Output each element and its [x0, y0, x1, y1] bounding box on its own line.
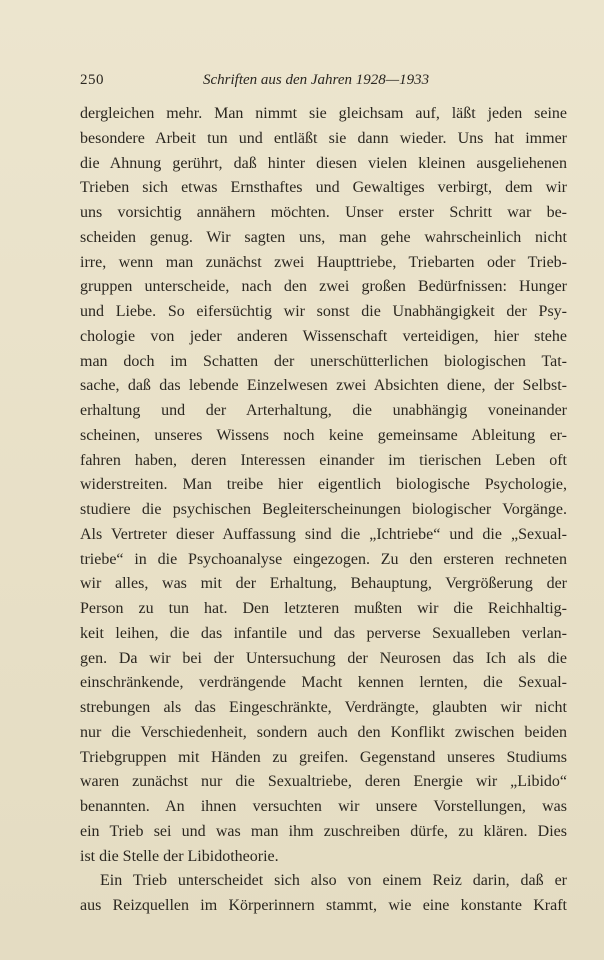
text-line: einschränkende, verdrängende Macht kennen lernten, die Sexual-: [80, 674, 567, 692]
text-line: wir alles, was mit der Erhaltung, Behauptung, Vergrößerung der: [80, 575, 567, 593]
text-line: Ein Trieb unterscheidet sich also von einem Reiz darin, daß er: [100, 872, 567, 890]
text-line: waren zunächst nur die Sexualtriebe, deren Energie wir „Libido“: [80, 773, 567, 791]
text-line: strebungen als das Eingeschränkte, Verdrängte, glaubten wir nicht: [80, 699, 567, 716]
text-line: studiere die psychischen Begleiterscheinungen biologischer Vorgänge.: [80, 501, 567, 518]
text-line: und Liebe. So eifersüchtig wir sonst die Unabhängigkeit der Psy-: [80, 303, 567, 320]
text-line: Triebgruppen mit Händen zu greifen. Gegenstand unseres Studiums: [80, 748, 567, 766]
text-line: aus Reizquellen im Körperinnern stammt, wie eine konstante Kraft: [80, 897, 567, 914]
text-line: erhaltung und der Arterhaltung, die unabhängig voneinander: [80, 402, 567, 419]
text-line: Person zu tun hat. Den letzteren mußten wir die Reichhaltig-: [80, 600, 567, 617]
text-line: scheiden genug. Wir sagten uns, man gehe wahrscheinlich nicht: [80, 228, 567, 246]
text-line: nur die Verschiedenheit, sondern auch den Konflikt zwischen beiden: [80, 723, 567, 741]
text-line: Trieben sich etwas Ernsthaftes und Gewaltiges verbirgt, dem wir: [80, 179, 567, 197]
body-text: [80, 102, 567, 919]
text-line: sache, daß das lebende Einzelwesen zwei Absichten diene, der Selbst-: [80, 377, 567, 395]
text-line: keit leihen, die das infantile und das perverse Sexualleben verlan-: [80, 624, 567, 642]
text-line: die Ahnung gerührt, daß hinter diesen vielen kleinen ausgeliehenen: [80, 154, 567, 172]
text-line: uns vorsichtig annähern möchten. Unser erster Schritt war be-: [80, 204, 567, 221]
text-line: triebe“ in die Psychoanalyse eingezogen. Zu den ersteren rechneten: [80, 550, 567, 568]
text-line: chologie von jeder anderen Wissenschaft verteidigen, hier stehe: [80, 327, 567, 345]
text-line: gen. Da wir bei der Untersuchung der Neurosen das Ich als die: [80, 649, 567, 667]
text-line: ist die Stelle der Libidotheorie.: [80, 847, 279, 865]
text-line: man doch im Schatten der unerschütterlichen biologischen Tat-: [80, 352, 567, 370]
running-title: Schriften aus den Jahren 1928—1933: [203, 72, 430, 88]
text-line: irre, wenn man zunächst zwei Haupttriebe, Triebarten oder Trieb-: [80, 253, 567, 271]
text-line: ein Trieb sei und was man ihm zuschreiben dürfe, zu klären. Dies: [80, 822, 567, 840]
text-line: fahren haben, deren Interessen einander im tierischen Leben oft: [80, 451, 567, 469]
text-line: scheinen, unseres Wissens noch keine gemeinsame Ableitung er-: [80, 426, 567, 444]
text-line: widerstreiten. Man treibe hier eigentlich biologische Psychologie,: [80, 476, 567, 494]
page-header: [80, 72, 565, 94]
text-line: benannten. An ihnen versuchten wir unsere Vorstellungen, was: [80, 798, 567, 815]
page-number: 250: [80, 72, 104, 88]
text-line: Als Vertreter dieser Auffassung sind die „Ichtriebe“ und die „Sexual-: [80, 525, 567, 543]
text-line: besondere Arbeit tun und entläßt sie dann wieder. Uns hat immer: [80, 129, 567, 147]
text-line: dergleichen mehr. Man nimmt sie gleichsam auf, läßt jeden seine: [80, 105, 567, 122]
text-line: gruppen unterscheide, nach den zwei großen Bedürfnissen: Hunger: [80, 278, 567, 296]
